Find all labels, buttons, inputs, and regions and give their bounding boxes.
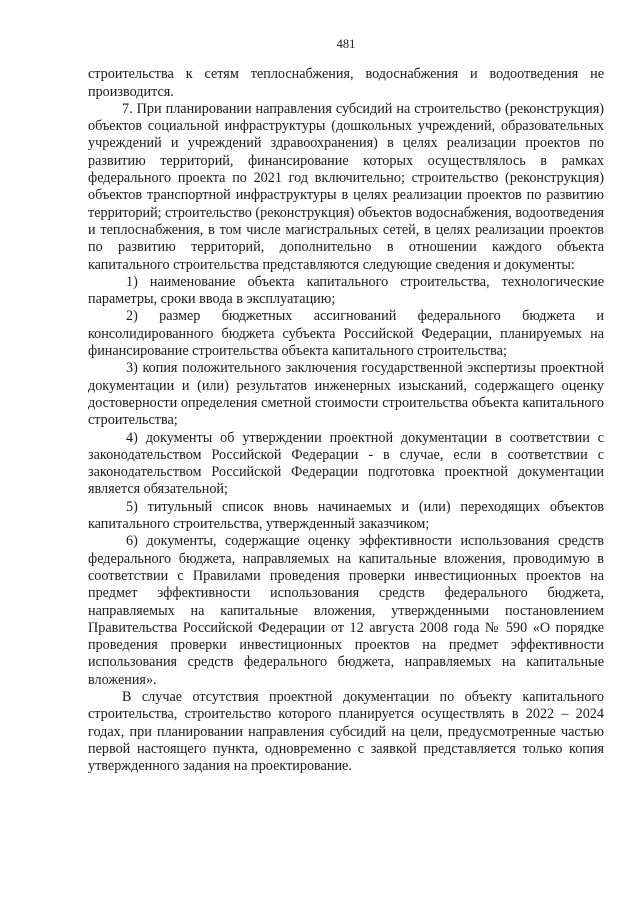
list-item-6: 6) документы, содержащие оценку эффективности использования средств федерального бюджета, направляемых на капитальные вложения, проводимую в соответствии с Правилами проведения проверки инвестиционных проектов на предмет эффективности использования средств федерального бюджета, направляемых на капитальные вложения, утвержденными постановлением Правительства Российской Федерации от 12 августа 2008 года № 590 «О порядке проведения проверки инвестиционных проектов на предмет эффективности использования средств федерального бюджета, направляемых на капитальные вложения». (88, 533, 604, 688)
list-item-3: 3) копия положительного заключения государственной экспертизы проектной документации и (или) результатов инженерных изысканий, содержащего оценку достоверности определения сметной стоимости строительства объекта капитального строительства; (88, 360, 604, 429)
list-item-1: 1) наименование объекта капитального строительства, технологические параметры, сроки ввода в эксплуатацию; (88, 273, 604, 308)
list-item-5: 5) титульный список вновь начинаемых и (или) переходящих объектов капитального строительства, утвержденный заказчиком; (88, 498, 604, 533)
list-item-2: 2) размер бюджетных ассигнований федерального бюджета и консолидированного бюджета субъекта Российской Федерации, планируемых на финансирование строительства объекта капитального строительства; (88, 308, 604, 360)
paragraph-continuation: строительства к сетям теплоснабжения, водоснабжения и водоотведения не производится. (88, 66, 604, 100)
list-item-4: 4) документы об утверждении проектной документации в соответствии с законодательством Российской Федерации - в случае, если в соответствии с законодательством Российской Федерации подготовка проектной документации является обязательной; (88, 429, 604, 498)
paragraph-closing: В случае отсутствия проектной документации по объекту капитального строительства, строительство которого планируется осуществлять в 2022 – 2024 годах, при планировании направления субсидий на цели, предусмотренные частью первой настоящего пункта, одновременно с заявкой представляется только копия утвержденного задания на проектирование. (88, 688, 604, 775)
paragraph-item-7: 7. При планировании направления субсидий на строительство (реконструкция) объектов социальной инфраструктуры (дошкольных учреждений, образовательных учреждений и учреждений здравоохранения) в целях реализации проектов по развитию территорий, финансирование которых осуществлялось в рамках федерального проекта по 2021 год включительно; строительство (реконструкция) объектов транспортной инфраструктуры в целях реализации проектов по развитию территорий; строительство (реконструкция) объектов водоснабжения, водоотведения и теплоснабжения, в том числе магистральных сетей, в целях реализации проектов по развитию территорий, дополнительно в отношении каждого объекта капитального строительства представляются следующие сведения и документы: (88, 100, 604, 273)
page-number: 481 (336, 37, 356, 51)
document-page (88, 36, 604, 775)
